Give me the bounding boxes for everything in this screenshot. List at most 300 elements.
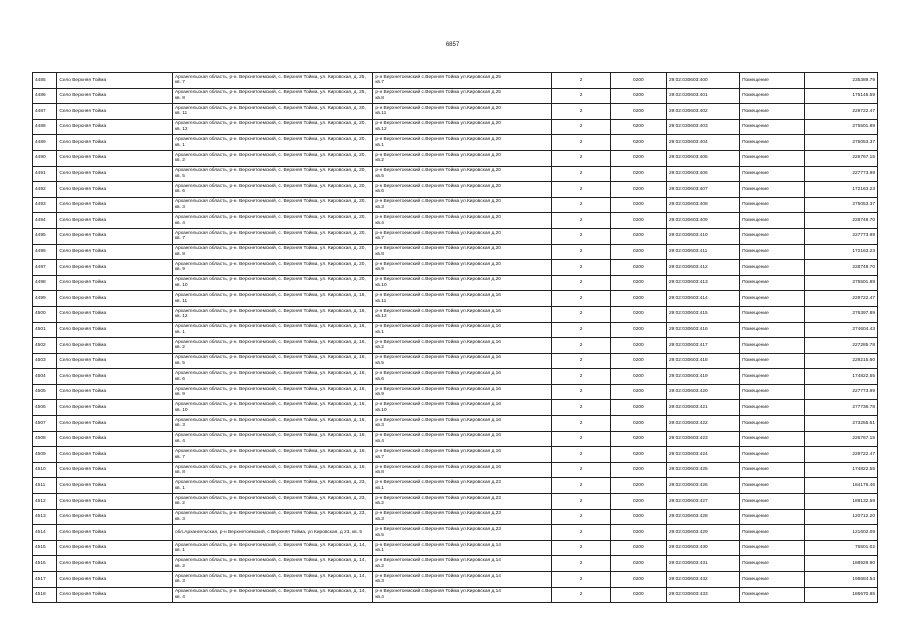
cadastral-number-cell	[666, 244, 739, 260]
code-cell-text: 0200	[633, 249, 644, 255]
address-short-cell-text: кв.3	[375, 579, 384, 585]
cadastral-number-cell	[666, 291, 739, 307]
code-cell-text: 0200	[633, 155, 644, 161]
address-cell	[172, 322, 372, 338]
floor-cell	[552, 260, 610, 276]
address-short-cell-text: кв.7	[375, 80, 384, 86]
code-cell	[610, 478, 666, 494]
code-cell-text: 0200	[633, 186, 644, 192]
object-type-cell-text: Помещение	[742, 420, 769, 426]
table-row	[33, 556, 878, 572]
cadastral-number-cell-text: 29:02:030603:400	[668, 77, 708, 83]
cadastral-number-cell	[666, 182, 739, 198]
code-cell	[610, 182, 666, 198]
settlement-cell	[57, 228, 173, 244]
address-cell	[172, 556, 372, 572]
cadastral-number-cell-text: 29:02:030603:406	[668, 171, 708, 177]
cadastral-number-cell-text: 29:02:030603:431	[668, 560, 708, 566]
value-cell-text: 172163.23	[852, 186, 875, 192]
table-row	[33, 447, 878, 463]
cadastral-number-cell-text: 29:02:030603:429	[668, 529, 708, 535]
settlement-cell-text: Село Верхняя Тойма	[59, 482, 107, 488]
object-type-cell-text: Помещение	[742, 373, 769, 379]
floor-cell	[552, 338, 610, 354]
table-row	[33, 166, 878, 182]
address-short-cell-text: кв.10	[375, 407, 387, 413]
address-short-cell-text: р-н Верхнетоемский с.Верхняя Тойма ул.Кировская д.25	[375, 74, 501, 80]
object-type-cell-text: Помещение	[742, 217, 769, 223]
value-cell	[804, 73, 877, 89]
table-row	[33, 244, 878, 260]
value-cell	[804, 447, 877, 463]
cadastral-number-cell	[666, 587, 739, 603]
table-row	[33, 572, 878, 588]
code-cell	[610, 260, 666, 276]
object-type-cell	[740, 306, 805, 322]
object-type-cell-text: Помещение	[742, 233, 769, 239]
floor-cell-text: 2	[579, 404, 583, 410]
floor-cell	[552, 150, 610, 166]
settlement-cell	[57, 384, 173, 400]
object-type-cell	[740, 197, 805, 213]
address-short-cell-text: кв.3	[375, 423, 384, 429]
value-cell	[804, 150, 877, 166]
value-cell	[804, 494, 877, 510]
address-short-cell-text: кв.12	[375, 127, 387, 133]
row-number	[33, 275, 57, 291]
code-cell	[610, 244, 666, 260]
object-type-cell-text: Помещение	[742, 389, 769, 395]
settlement-cell	[57, 587, 173, 603]
cadastral-number-cell	[666, 228, 739, 244]
settlement-cell	[57, 556, 173, 572]
value-cell-text: 120712.20	[852, 514, 875, 520]
value-cell-text: 274604.43	[852, 327, 875, 332]
value-cell	[804, 400, 877, 416]
cadastral-number-cell-text: 29:02:030603:414	[668, 295, 708, 301]
cadastral-number-cell-text: 29:02:030603:426	[668, 482, 708, 488]
table-row	[33, 322, 878, 338]
cadastral-number-cell	[666, 462, 739, 478]
cadastral-number-cell	[666, 525, 739, 541]
cadastral-number-cell	[666, 556, 739, 572]
value-cell-text: 275501.89	[852, 280, 875, 286]
settlement-cell-text: Село Верхняя Тойма	[59, 124, 107, 130]
address-cell	[172, 135, 372, 151]
code-cell-text: 0200	[633, 451, 644, 457]
cadastral-number-cell	[666, 322, 739, 338]
address-short-cell-text: р-н Верхнетоемский с.Верхняя Тойма ул.Кировская д.20	[375, 261, 501, 267]
address-cell-text: кв. 1	[174, 548, 185, 554]
value-cell	[804, 244, 877, 260]
address-cell-text: Архангельская область, р-н. Верхнетоемский, с. Верхняя Тойма, ул. Кировская, д. 20,	[174, 105, 366, 111]
object-type-cell-text: Помещение	[742, 93, 769, 99]
object-type-cell	[740, 556, 805, 572]
object-type-cell-text: Помещение	[742, 171, 769, 177]
floor-cell-text: 2	[579, 420, 583, 426]
row-number-text: 4487	[35, 108, 46, 114]
address-cell-text: Архангельская область, р-н. Верхнетоемский, с. Верхняя Тойма, ул. Кировская, д. 16,	[174, 402, 366, 408]
row-number-text: 4513	[35, 514, 46, 520]
floor-cell-text: 2	[579, 436, 583, 442]
address-cell	[172, 104, 372, 120]
address-cell-text: кв. 6	[174, 376, 185, 382]
row-number	[33, 338, 57, 354]
cadastral-number-cell-text: 29:02:030603:432	[668, 576, 708, 582]
settlement-cell-text: Село Верхняя Тойма	[59, 404, 107, 410]
object-type-cell-text: Помещение	[742, 436, 769, 442]
object-type-cell	[740, 228, 805, 244]
address-short-cell-text: кв.8	[375, 251, 384, 257]
code-cell-text: 0200	[633, 436, 644, 442]
address-short-cell-text: кв.8	[375, 470, 384, 476]
floor-cell-text: 2	[579, 93, 583, 99]
row-number-text: 4510	[35, 467, 46, 473]
table-row	[33, 384, 878, 400]
cadastral-number-cell-text: 29:02:030603:428	[668, 514, 708, 520]
address-short-cell-text: р-н Верхнетоемский с.Верхняя Тойма ул.Кировская д.16	[375, 293, 501, 299]
value-cell	[804, 384, 877, 400]
address-cell-text: Архангельская область, р-н. Верхнетоемский, с. Верхняя Тойма, ул. Кировская, д. 16,	[174, 433, 366, 439]
table-row	[33, 228, 878, 244]
cadastral-number-cell	[666, 400, 739, 416]
floor-cell	[552, 166, 610, 182]
table-row	[33, 104, 878, 120]
row-number-text: 4489	[35, 139, 46, 145]
address-short-cell	[373, 88, 552, 104]
address-short-cell-text: кв.7	[375, 236, 384, 242]
address-short-cell	[373, 166, 552, 182]
value-cell-text: 228748.70	[852, 217, 875, 223]
cadastral-number-cell-text: 29:02:030603:402	[668, 108, 708, 114]
value-cell	[804, 104, 877, 120]
floor-cell	[552, 462, 610, 478]
cadastral-number-cell-text: 29:02:030603:405	[668, 155, 708, 161]
cadastral-number-cell-text: 29:02:030603:411	[668, 249, 708, 255]
code-cell-text: 0200	[633, 373, 644, 379]
settlement-cell-text: Село Верхняя Тойма	[59, 202, 107, 208]
address-short-cell-text: р-н Верхнетоемский с.Верхняя Тойма ул.Кировская д.20	[375, 246, 501, 252]
address-short-cell-text: кв.11	[375, 111, 387, 117]
cadastral-number-cell	[666, 478, 739, 494]
address-short-cell-text: р-н Верхнетоемский с.Верхняя Тойма ул.Кировская д.20	[375, 230, 501, 236]
floor-cell	[552, 73, 610, 89]
address-short-cell-text: кв.3	[375, 205, 384, 211]
address-cell	[172, 587, 372, 603]
address-short-cell	[373, 369, 552, 385]
floor-cell-text: 2	[579, 342, 583, 348]
settlement-cell-text: Село Верхняя Тойма	[59, 139, 107, 145]
value-cell-text: 229215.60	[852, 358, 875, 364]
code-cell	[610, 306, 666, 322]
settlement-cell-text: Село Верхняя Тойма	[59, 451, 107, 457]
object-type-cell	[740, 431, 805, 447]
address-short-cell-text: р-н Верхнетоемский с.Верхняя Тойма ул.Кировская д.16	[375, 355, 501, 361]
code-cell	[610, 400, 666, 416]
row-number	[33, 540, 57, 556]
code-cell	[610, 275, 666, 291]
settlement-cell-text: Село Верхняя Тойма	[59, 514, 107, 520]
cadastral-number-cell	[666, 197, 739, 213]
value-cell	[804, 462, 877, 478]
address-short-cell-text: р-н Верхнетоемский с.Верхняя Тойма ул.Кировская д.16	[375, 339, 501, 345]
address-short-cell	[373, 572, 552, 588]
address-cell-text: Архангельская область, р-н. Верхнетоемский, с. Верхняя Тойма, ул. Кировская, д. 16,	[174, 386, 366, 392]
address-cell	[172, 384, 372, 400]
code-cell-text: 0200	[633, 233, 644, 239]
object-type-cell-text: Помещение	[742, 202, 769, 208]
floor-cell-text: 2	[579, 373, 583, 379]
settlement-cell	[57, 213, 173, 229]
object-type-cell-text: Помещение	[742, 467, 769, 473]
object-type-cell	[740, 182, 805, 198]
row-number-text: 4499	[35, 295, 46, 301]
settlement-cell	[57, 369, 173, 385]
address-short-cell-text: р-н Верхнетоемский с.Верхняя Тойма ул.Кировская д.20	[375, 121, 501, 127]
row-number-text: 4515	[35, 545, 46, 551]
address-short-cell	[373, 384, 552, 400]
address-cell-text: кв. 8	[174, 470, 185, 476]
object-type-cell-text: Помещение	[742, 451, 769, 457]
floor-cell	[552, 509, 610, 525]
value-cell	[804, 182, 877, 198]
code-cell	[610, 73, 666, 89]
address-cell-text: кв. 3	[174, 516, 185, 522]
settlement-cell	[57, 88, 173, 104]
address-cell-text: кв. 1	[174, 485, 185, 491]
row-number	[33, 291, 57, 307]
floor-cell-text: 2	[579, 233, 583, 239]
code-cell-text: 0200	[633, 171, 644, 177]
cadastral-number-cell	[666, 353, 739, 369]
value-cell-text: 275501.89	[852, 124, 875, 130]
address-short-cell	[373, 119, 552, 135]
address-cell-text: кв. 2	[174, 158, 185, 164]
row-number-text: 4494	[35, 217, 46, 223]
row-number-text: 4504	[35, 373, 46, 379]
code-cell-text: 0200	[633, 420, 644, 426]
value-cell-text: 227773.99	[852, 233, 875, 239]
value-cell	[804, 166, 877, 182]
address-short-cell-text: р-н Верхнетоемский с.Верхняя Тойма ул.Кировская д.20	[375, 152, 501, 158]
address-cell-text: кв. 11	[174, 298, 188, 304]
settlement-cell-text: Село Верхняя Тойма	[59, 171, 107, 177]
cadastral-number-cell	[666, 494, 739, 510]
table-row	[33, 135, 878, 151]
cadastral-number-cell-text: 29:02:030603:408	[668, 202, 708, 208]
value-cell-text: 227773.99	[852, 171, 875, 177]
row-number-text: 4503	[35, 358, 46, 364]
address-cell-text: кв. 4	[174, 438, 185, 444]
object-type-cell	[740, 447, 805, 463]
code-cell	[610, 150, 666, 166]
row-number	[33, 525, 57, 541]
address-cell	[172, 353, 372, 369]
floor-cell	[552, 104, 610, 120]
address-short-cell-text: кв.2	[375, 158, 384, 164]
code-cell	[610, 197, 666, 213]
address-cell	[172, 525, 372, 541]
row-number	[33, 322, 57, 338]
settlement-cell	[57, 135, 173, 151]
cadastral-number-cell	[666, 166, 739, 182]
address-short-cell-text: р-н Верхнетоемский с.Верхняя Тойма ул.Кировская д.23	[375, 526, 501, 532]
value-cell-text: 189132.59	[852, 498, 875, 504]
cadastral-number-cell	[666, 73, 739, 89]
table-row	[33, 509, 878, 525]
row-number	[33, 228, 57, 244]
value-cell	[804, 540, 877, 556]
address-cell	[172, 416, 372, 432]
address-short-cell	[373, 182, 552, 198]
floor-cell-text: 2	[579, 155, 583, 161]
address-short-cell-text: р-н Верхнетоемский с.Верхняя Тойма ул.Кировская д.16	[375, 402, 501, 408]
address-short-cell-text: р-н Верхнетоемский с.Верхняя Тойма ул.Кировская д.16	[375, 386, 501, 392]
floor-cell	[552, 447, 610, 463]
address-cell-text: Архангельская область, р-н. Верхнетоемский, с. Верхняя Тойма, ул. Кировская, д. 20,	[174, 152, 366, 158]
address-cell	[172, 540, 372, 556]
code-cell-text: 0200	[633, 108, 644, 114]
address-cell-text: Архангельская область, р-н. Верхнетоемский, с. Верхняя Тойма, ул. Кировская, д. 20,	[174, 246, 366, 252]
cadastral-number-cell-text: 29:02:030603:417	[668, 342, 708, 348]
value-cell	[804, 431, 877, 447]
floor-cell-text: 2	[579, 217, 583, 223]
floor-cell-text: 2	[579, 467, 583, 473]
object-type-cell	[740, 213, 805, 229]
value-cell-text: 175145.59	[852, 93, 875, 99]
address-cell	[172, 494, 372, 510]
address-short-cell-text: р-н Верхнетоемский с.Верхняя Тойма ул.Кировская д.25	[375, 90, 501, 96]
address-short-cell-text: р-н Верхнетоемский с.Верхняя Тойма ул.Кировская д.16	[375, 464, 501, 470]
object-type-cell-text: Помещение	[742, 404, 769, 410]
code-cell-text: 0200	[633, 529, 644, 535]
cadastral-number-cell	[666, 119, 739, 135]
row-number-text: 4507	[35, 420, 46, 426]
value-cell	[804, 135, 877, 151]
code-cell-text: 0200	[633, 342, 644, 348]
address-short-cell-text: кв.9	[375, 392, 384, 398]
address-cell-text: Архангельская область, р-н. Верхнетоемский, с. Верхняя Тойма, ул. Кировская, д. 20,	[174, 137, 366, 143]
address-cell-text: кв. 5	[174, 360, 185, 366]
value-cell-text: 184176.46	[852, 482, 875, 488]
settlement-cell	[57, 260, 173, 276]
value-cell-text: 227285.78	[852, 342, 875, 348]
settlement-cell	[57, 400, 173, 416]
value-cell-text: 174822.55	[852, 467, 875, 473]
floor-cell	[552, 572, 610, 588]
floor-cell-text: 2	[579, 389, 583, 395]
address-cell-text: кв. 2	[174, 345, 185, 351]
address-cell	[172, 166, 372, 182]
floor-cell-text: 2	[579, 514, 583, 520]
settlement-cell-text: Село Верхняя Тойма	[59, 529, 107, 535]
floor-cell-text: 2	[579, 202, 583, 208]
row-number-text: 4505	[35, 389, 46, 395]
object-type-cell-text: Помещение	[742, 249, 769, 255]
value-cell-text: 275053.37	[852, 202, 875, 208]
floor-cell	[552, 306, 610, 322]
settlement-cell	[57, 182, 173, 198]
table-row	[33, 353, 878, 369]
settlement-cell	[57, 540, 173, 556]
row-number-text: 4502	[35, 342, 46, 348]
object-type-cell	[740, 540, 805, 556]
object-type-cell	[740, 322, 805, 338]
settlement-cell	[57, 525, 173, 541]
object-type-cell-text: Помещение	[742, 280, 769, 286]
address-cell-text: Архангельская область, р-н. Верхнетоемский, с. Верхняя Тойма, ул. Кировская, д. 25,	[174, 90, 366, 96]
floor-cell	[552, 244, 610, 260]
cadastral-number-cell	[666, 369, 739, 385]
address-cell-text: кв. 1	[174, 142, 185, 148]
address-cell-text: кв. 8	[174, 251, 185, 257]
address-short-cell	[373, 447, 552, 463]
object-type-cell	[740, 369, 805, 385]
settlement-cell	[57, 494, 173, 510]
address-short-cell	[373, 275, 552, 291]
code-cell	[610, 353, 666, 369]
floor-cell-text: 2	[579, 171, 583, 177]
value-cell	[804, 587, 877, 603]
object-type-cell-text: Помещение	[742, 108, 769, 114]
object-type-cell-text: Помещение	[742, 311, 769, 317]
object-type-cell-text: Помещение	[742, 139, 769, 145]
address-cell	[172, 400, 372, 416]
address-short-cell-text: кв.10	[375, 283, 387, 289]
address-short-cell-text: р-н Верхнетоемский с.Верхняя Тойма ул.Кировская д.20	[375, 168, 501, 174]
address-cell-text: кв. 11	[174, 111, 188, 117]
table-row	[33, 587, 878, 603]
cadastral-number-cell-text: 29:02:030603:407	[668, 186, 708, 192]
value-cell-text: 277736.78	[852, 404, 875, 410]
cadastral-number-cell-text: 29:02:030603:412	[668, 264, 708, 270]
code-cell-text: 0200	[633, 327, 644, 332]
row-number-text: 4509	[35, 451, 46, 457]
address-short-cell-text: р-н Верхнетоемский с.Верхняя Тойма ул.Кировская д.16	[375, 433, 501, 439]
floor-cell	[552, 197, 610, 213]
row-number	[33, 556, 57, 572]
table-row	[33, 431, 878, 447]
floor-cell	[552, 540, 610, 556]
address-short-cell	[373, 540, 552, 556]
table-row	[33, 306, 878, 322]
address-cell-text: кв. 7	[174, 236, 185, 242]
address-cell-text: кв. 6	[174, 189, 185, 195]
value-cell	[804, 291, 877, 307]
table-row	[33, 197, 878, 213]
floor-cell	[552, 135, 610, 151]
address-short-cell-text: кв.5	[375, 173, 384, 179]
value-cell-text: 275053.37	[852, 139, 875, 145]
settlement-cell	[57, 119, 173, 135]
settlement-cell	[57, 478, 173, 494]
address-cell-text: кв. 8	[174, 95, 185, 101]
object-type-cell-text: Помещение	[742, 545, 769, 551]
row-number	[33, 431, 57, 447]
settlement-cell-text: Село Верхняя Тойма	[59, 295, 107, 301]
settlement-cell	[57, 197, 173, 213]
settlement-cell	[57, 244, 173, 260]
floor-cell	[552, 291, 610, 307]
address-cell-text: кв. 3	[174, 579, 185, 585]
address-short-cell-text: кв.5	[375, 360, 384, 366]
address-cell	[172, 260, 372, 276]
object-type-cell	[740, 150, 805, 166]
value-cell	[804, 369, 877, 385]
address-cell-text: Архангельская область, р-н. Верхнетоемский, с. Верхняя Тойма, ул. Кировская, д. 20,	[174, 168, 366, 174]
row-number-text: 4498	[35, 280, 46, 286]
address-cell-text: кв. 12	[174, 314, 188, 320]
